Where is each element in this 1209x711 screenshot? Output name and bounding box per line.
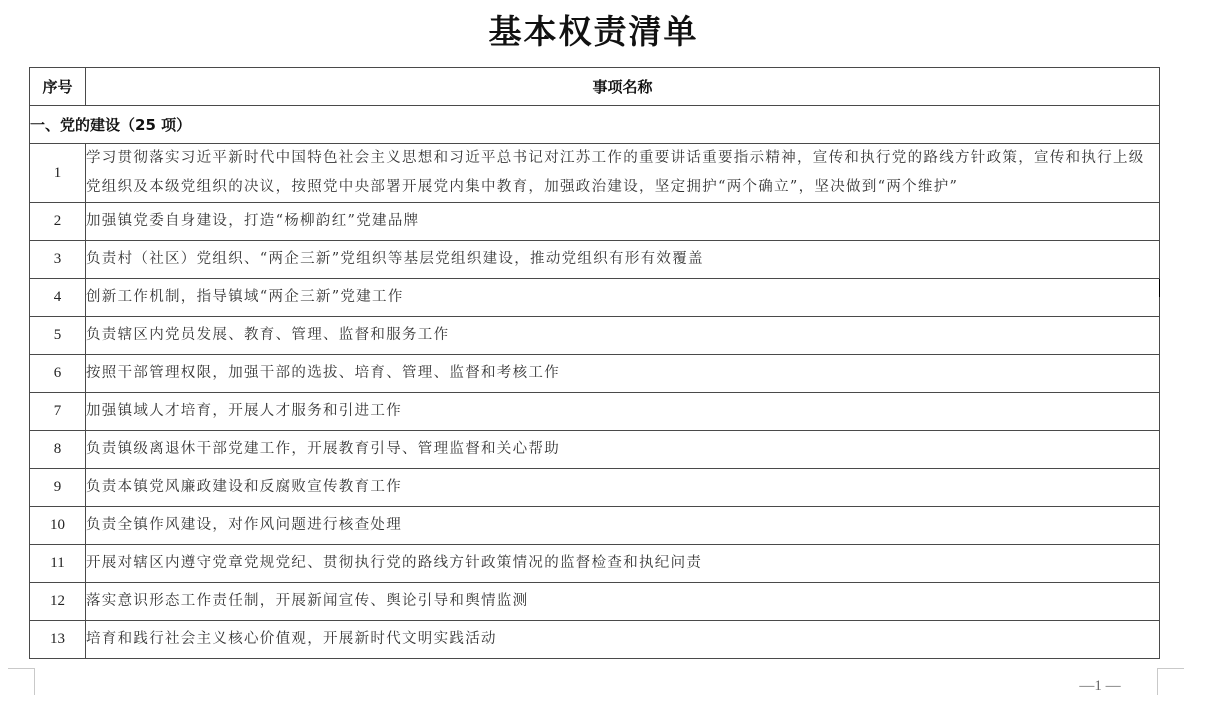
responsibility-table	[29, 67, 1160, 659]
page-number: —1 —	[1079, 678, 1121, 694]
row-number: 1	[30, 144, 86, 203]
section-title: 一、党的建设（25 项）	[30, 106, 1160, 144]
row-number: 3	[30, 241, 86, 279]
row-number: 10	[30, 507, 86, 545]
row-number: 7	[30, 393, 86, 431]
row-number: 5	[30, 317, 86, 355]
row-item-name: 负责村（社区）党组织、“两企三新”党组织等基层党组织建设，推动党组织有形有效覆盖	[86, 241, 1160, 279]
row-item-name: 培育和践行社会主义核心价值观，开展新时代文明实践活动	[86, 621, 1160, 659]
header-serial-number: 序号	[30, 68, 86, 106]
table-row	[30, 203, 1160, 241]
row-item-name: 开展对辖区内遵守党章党规党纪、贯彻执行党的路线方针政策情况的监督检查和执纪问责	[86, 545, 1160, 583]
row-item-name: 加强镇域人才培育，开展人才服务和引进工作	[86, 393, 1160, 431]
row-number: 9	[30, 469, 86, 507]
table-row	[30, 545, 1160, 583]
row-item-name: 负责辖区内党员发展、教育、管理、监督和服务工作	[86, 317, 1160, 355]
row-number: 12	[30, 583, 86, 621]
table-row	[30, 317, 1160, 355]
table-row	[30, 355, 1160, 393]
row-number: 8	[30, 431, 86, 469]
table-row	[30, 279, 1160, 317]
row-item-name: 加强镇党委自身建设，打造“杨柳韵红”党建品牌	[86, 203, 1160, 241]
table-row	[30, 507, 1160, 545]
row-item-name: 按照干部管理权限，加强干部的选拔、培育、管理、监督和考核工作	[86, 355, 1160, 393]
row-item-name: 负责本镇党风廉政建设和反腐败宣传教育工作	[86, 469, 1160, 507]
table-row	[30, 144, 1160, 203]
table-row	[30, 621, 1160, 659]
row-item-name: 学习贯彻落实习近平新时代中国特色社会主义思想和习近平总书记对江苏工作的重要讲话重要指示精神，宣传和执行党的路线方针政策，宣传和执行上级党组织及本级党组织的决议，按照党中央部署开展党内集中教育，加强政治建设，坚定拥护“两个确立”，坚决做到“两个维护”	[86, 144, 1160, 203]
table-header-row	[30, 68, 1160, 106]
row-number: 6	[30, 355, 86, 393]
table-row	[30, 583, 1160, 621]
row-number: 11	[30, 545, 86, 583]
text-cursor	[1159, 279, 1160, 297]
header-item-name: 事项名称	[86, 68, 1160, 106]
table-row	[30, 393, 1160, 431]
row-number: 2	[30, 203, 86, 241]
table-row	[30, 431, 1160, 469]
row-item-name: 负责全镇作风建设，对作风问题进行核查处理	[86, 507, 1160, 545]
row-number: 13	[30, 621, 86, 659]
section-row	[30, 106, 1160, 144]
row-item-name: 创新工作机制，指导镇域“两企三新”党建工作	[86, 279, 1160, 317]
page-corner-mark-right	[1157, 668, 1184, 695]
table-row	[30, 469, 1160, 507]
row-item-name: 负责镇级离退休干部党建工作，开展教育引导、管理监督和关心帮助	[86, 431, 1160, 469]
document-title: 基本权责清单	[488, 12, 699, 51]
row-item-name: 落实意识形态工作责任制，开展新闻宣传、舆论引导和舆情监测	[86, 583, 1160, 621]
table-row	[30, 241, 1160, 279]
page-corner-mark-left	[8, 668, 35, 695]
row-number: 4	[30, 279, 86, 317]
